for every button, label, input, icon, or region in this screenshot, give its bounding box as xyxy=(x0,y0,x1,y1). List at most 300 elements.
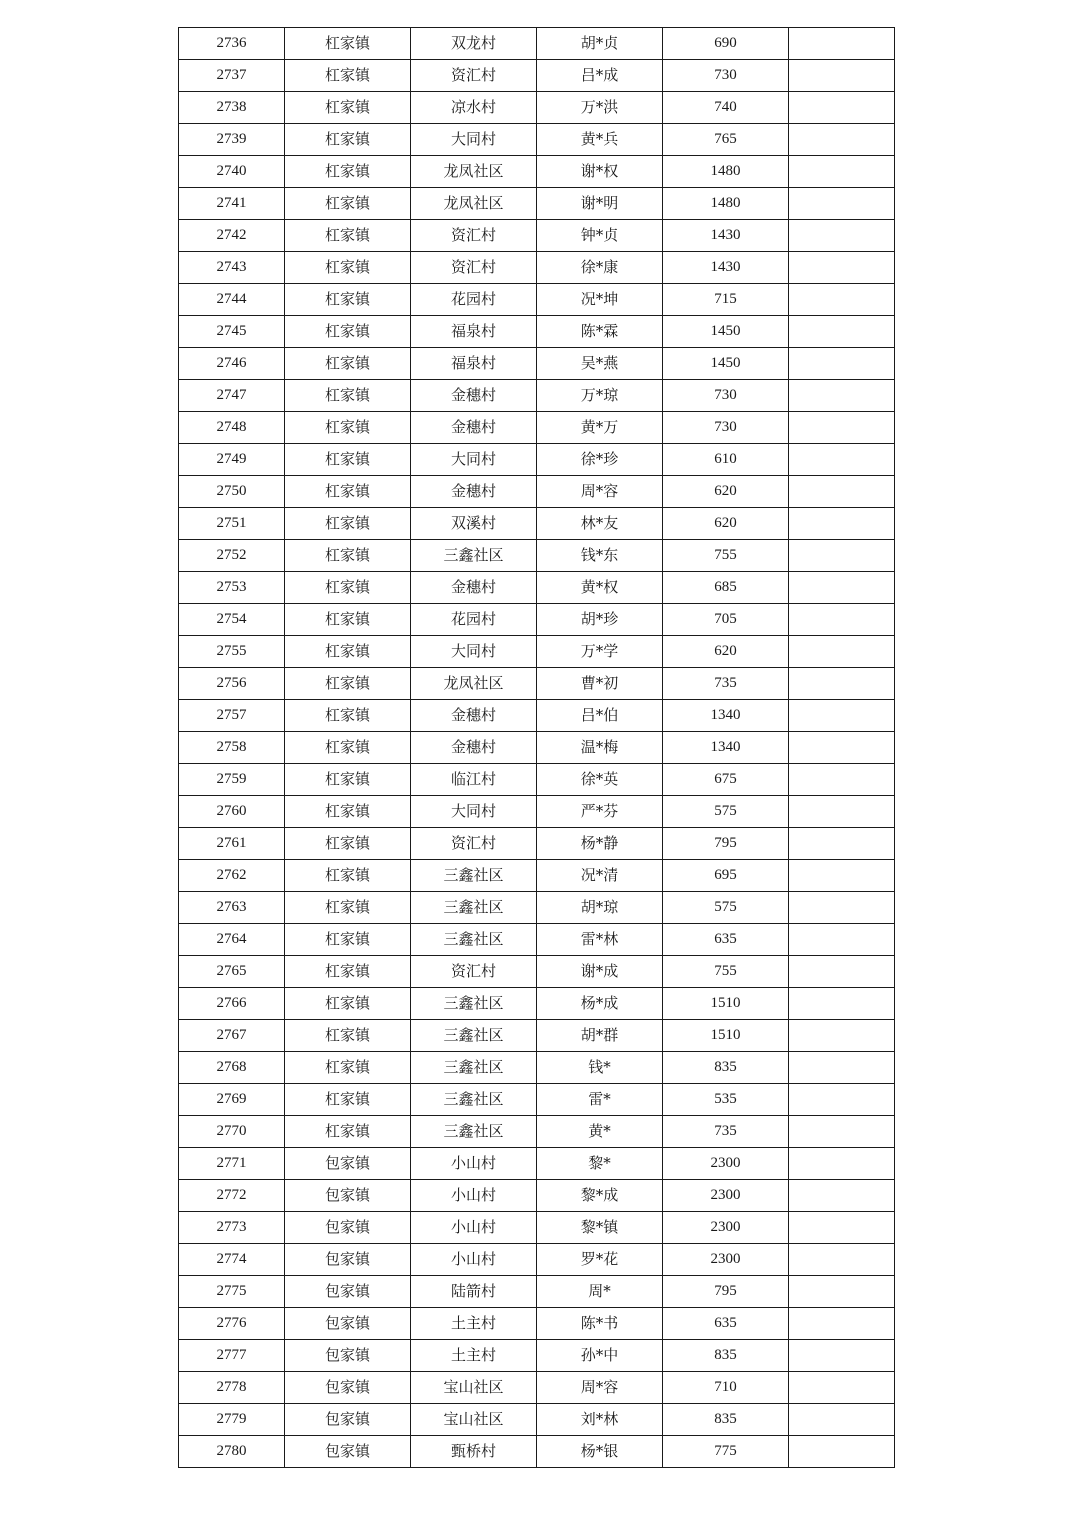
cell-name: 万*学 xyxy=(537,636,663,668)
cell-town: 包家镇 xyxy=(285,1276,411,1308)
cell-town: 包家镇 xyxy=(285,1404,411,1436)
cell-amount: 1430 xyxy=(663,220,789,252)
cell-town: 杠家镇 xyxy=(285,956,411,988)
cell-amount: 610 xyxy=(663,444,789,476)
cell-town: 杠家镇 xyxy=(285,988,411,1020)
cell-note xyxy=(789,156,895,188)
cell-town: 杠家镇 xyxy=(285,92,411,124)
table-row xyxy=(179,796,895,828)
cell-note xyxy=(789,476,895,508)
cell-amount: 2300 xyxy=(663,1180,789,1212)
cell-village: 双龙村 xyxy=(411,28,537,60)
cell-name: 孙*中 xyxy=(537,1340,663,1372)
cell-seq: 2765 xyxy=(179,956,285,988)
cell-note xyxy=(789,828,895,860)
cell-note xyxy=(789,540,895,572)
cell-town: 杠家镇 xyxy=(285,284,411,316)
cell-village: 三鑫社区 xyxy=(411,892,537,924)
cell-village: 小山村 xyxy=(411,1180,537,1212)
table-row xyxy=(179,1212,895,1244)
cell-town: 杠家镇 xyxy=(285,572,411,604)
cell-village: 甄桥村 xyxy=(411,1436,537,1468)
cell-amount: 620 xyxy=(663,636,789,668)
cell-amount: 2300 xyxy=(663,1148,789,1180)
cell-name: 徐*英 xyxy=(537,764,663,796)
cell-amount: 690 xyxy=(663,28,789,60)
cell-seq: 2739 xyxy=(179,124,285,156)
cell-town: 杠家镇 xyxy=(285,412,411,444)
cell-town: 杠家镇 xyxy=(285,700,411,732)
cell-village: 资汇村 xyxy=(411,220,537,252)
cell-name: 胡*贞 xyxy=(537,28,663,60)
cell-note xyxy=(789,1404,895,1436)
cell-town: 杠家镇 xyxy=(285,316,411,348)
cell-note xyxy=(789,220,895,252)
cell-name: 黄* xyxy=(537,1116,663,1148)
cell-name: 陈*霖 xyxy=(537,316,663,348)
cell-name: 陈*书 xyxy=(537,1308,663,1340)
cell-village: 三鑫社区 xyxy=(411,1020,537,1052)
cell-seq: 2775 xyxy=(179,1276,285,1308)
cell-amount: 835 xyxy=(663,1052,789,1084)
cell-seq: 2748 xyxy=(179,412,285,444)
cell-seq: 2760 xyxy=(179,796,285,828)
cell-seq: 2756 xyxy=(179,668,285,700)
cell-amount: 740 xyxy=(663,92,789,124)
cell-name: 胡*珍 xyxy=(537,604,663,636)
cell-note xyxy=(789,668,895,700)
cell-town: 杠家镇 xyxy=(285,1020,411,1052)
cell-note xyxy=(789,1372,895,1404)
cell-town: 杠家镇 xyxy=(285,604,411,636)
cell-name: 严*芬 xyxy=(537,796,663,828)
table-row xyxy=(179,540,895,572)
cell-village: 小山村 xyxy=(411,1244,537,1276)
cell-village: 金穗村 xyxy=(411,380,537,412)
cell-seq: 2750 xyxy=(179,476,285,508)
cell-seq: 2747 xyxy=(179,380,285,412)
cell-name: 雷* xyxy=(537,1084,663,1116)
cell-note xyxy=(789,508,895,540)
table-body xyxy=(179,28,895,1468)
cell-village: 金穗村 xyxy=(411,700,537,732)
table-row xyxy=(179,412,895,444)
cell-village: 金穗村 xyxy=(411,476,537,508)
table-row xyxy=(179,988,895,1020)
cell-town: 杠家镇 xyxy=(285,1084,411,1116)
cell-amount: 715 xyxy=(663,284,789,316)
table-row xyxy=(179,1020,895,1052)
cell-note xyxy=(789,1276,895,1308)
cell-town: 杠家镇 xyxy=(285,892,411,924)
cell-seq: 2742 xyxy=(179,220,285,252)
table-row xyxy=(179,700,895,732)
cell-seq: 2762 xyxy=(179,860,285,892)
table-row xyxy=(179,1404,895,1436)
cell-seq: 2761 xyxy=(179,828,285,860)
cell-name: 吕*成 xyxy=(537,60,663,92)
cell-village: 三鑫社区 xyxy=(411,1116,537,1148)
cell-seq: 2746 xyxy=(179,348,285,380)
cell-amount: 710 xyxy=(663,1372,789,1404)
cell-amount: 695 xyxy=(663,860,789,892)
cell-note xyxy=(789,892,895,924)
cell-seq: 2745 xyxy=(179,316,285,348)
cell-village: 土主村 xyxy=(411,1340,537,1372)
cell-note xyxy=(789,956,895,988)
table-row xyxy=(179,1052,895,1084)
cell-town: 杠家镇 xyxy=(285,380,411,412)
cell-name: 黄*兵 xyxy=(537,124,663,156)
cell-village: 宝山社区 xyxy=(411,1372,537,1404)
cell-name: 杨*银 xyxy=(537,1436,663,1468)
table-row xyxy=(179,1436,895,1468)
cell-note xyxy=(789,572,895,604)
cell-name: 黎* xyxy=(537,1148,663,1180)
table-row xyxy=(179,732,895,764)
cell-amount: 1480 xyxy=(663,156,789,188)
cell-name: 温*梅 xyxy=(537,732,663,764)
cell-village: 大同村 xyxy=(411,636,537,668)
cell-village: 三鑫社区 xyxy=(411,540,537,572)
cell-amount: 705 xyxy=(663,604,789,636)
table-row xyxy=(179,1372,895,1404)
cell-amount: 1430 xyxy=(663,252,789,284)
cell-name: 况*清 xyxy=(537,860,663,892)
cell-village: 资汇村 xyxy=(411,956,537,988)
table-row xyxy=(179,188,895,220)
cell-town: 杠家镇 xyxy=(285,1052,411,1084)
table-row xyxy=(179,476,895,508)
cell-name: 谢*权 xyxy=(537,156,663,188)
cell-amount: 755 xyxy=(663,540,789,572)
cell-town: 杠家镇 xyxy=(285,60,411,92)
cell-village: 陆箭村 xyxy=(411,1276,537,1308)
cell-note xyxy=(789,700,895,732)
table-row xyxy=(179,1244,895,1276)
table-row xyxy=(179,252,895,284)
table-row xyxy=(179,924,895,956)
cell-note xyxy=(789,764,895,796)
cell-village: 金穗村 xyxy=(411,412,537,444)
table-row xyxy=(179,60,895,92)
table-row xyxy=(179,572,895,604)
cell-amount: 685 xyxy=(663,572,789,604)
cell-town: 杠家镇 xyxy=(285,732,411,764)
cell-name: 黄*权 xyxy=(537,572,663,604)
cell-seq: 2759 xyxy=(179,764,285,796)
cell-seq: 2754 xyxy=(179,604,285,636)
cell-note xyxy=(789,1436,895,1468)
cell-note xyxy=(789,1180,895,1212)
cell-seq: 2772 xyxy=(179,1180,285,1212)
table-row xyxy=(179,124,895,156)
cell-town: 杠家镇 xyxy=(285,668,411,700)
cell-amount: 575 xyxy=(663,796,789,828)
cell-seq: 2768 xyxy=(179,1052,285,1084)
table-row xyxy=(179,28,895,60)
cell-amount: 1510 xyxy=(663,988,789,1020)
cell-name: 周*容 xyxy=(537,1372,663,1404)
cell-seq: 2755 xyxy=(179,636,285,668)
cell-seq: 2743 xyxy=(179,252,285,284)
cell-note xyxy=(789,1116,895,1148)
cell-seq: 2779 xyxy=(179,1404,285,1436)
cell-amount: 730 xyxy=(663,380,789,412)
cell-name: 黄*万 xyxy=(537,412,663,444)
cell-town: 杠家镇 xyxy=(285,1116,411,1148)
cell-village: 三鑫社区 xyxy=(411,924,537,956)
cell-note xyxy=(789,348,895,380)
cell-amount: 620 xyxy=(663,508,789,540)
cell-seq: 2766 xyxy=(179,988,285,1020)
cell-seq: 2741 xyxy=(179,188,285,220)
cell-village: 福泉村 xyxy=(411,348,537,380)
cell-village: 福泉村 xyxy=(411,316,537,348)
cell-note xyxy=(789,60,895,92)
cell-village: 小山村 xyxy=(411,1212,537,1244)
cell-seq: 2736 xyxy=(179,28,285,60)
cell-note xyxy=(789,988,895,1020)
cell-note xyxy=(789,252,895,284)
cell-amount: 795 xyxy=(663,828,789,860)
cell-note xyxy=(789,796,895,828)
cell-seq: 2737 xyxy=(179,60,285,92)
cell-note xyxy=(789,92,895,124)
cell-town: 杠家镇 xyxy=(285,636,411,668)
cell-note xyxy=(789,188,895,220)
cell-town: 包家镇 xyxy=(285,1308,411,1340)
cell-name: 徐*珍 xyxy=(537,444,663,476)
cell-town: 杠家镇 xyxy=(285,508,411,540)
table-row xyxy=(179,156,895,188)
cell-name: 黎*成 xyxy=(537,1180,663,1212)
cell-name: 罗*花 xyxy=(537,1244,663,1276)
cell-town: 杠家镇 xyxy=(285,444,411,476)
cell-town: 杠家镇 xyxy=(285,28,411,60)
cell-amount: 635 xyxy=(663,924,789,956)
cell-village: 双溪村 xyxy=(411,508,537,540)
cell-seq: 2776 xyxy=(179,1308,285,1340)
cell-village: 龙凤社区 xyxy=(411,188,537,220)
cell-seq: 2773 xyxy=(179,1212,285,1244)
cell-seq: 2763 xyxy=(179,892,285,924)
cell-note xyxy=(789,1244,895,1276)
cell-amount: 765 xyxy=(663,124,789,156)
cell-name: 雷*林 xyxy=(537,924,663,956)
cell-village: 大同村 xyxy=(411,444,537,476)
cell-name: 胡*群 xyxy=(537,1020,663,1052)
cell-amount: 2300 xyxy=(663,1212,789,1244)
cell-village: 资汇村 xyxy=(411,60,537,92)
cell-seq: 2771 xyxy=(179,1148,285,1180)
cell-name: 万*洪 xyxy=(537,92,663,124)
cell-town: 杠家镇 xyxy=(285,124,411,156)
cell-seq: 2777 xyxy=(179,1340,285,1372)
cell-seq: 2751 xyxy=(179,508,285,540)
cell-note xyxy=(789,1308,895,1340)
table-row xyxy=(179,316,895,348)
cell-seq: 2758 xyxy=(179,732,285,764)
cell-town: 包家镇 xyxy=(285,1180,411,1212)
cell-seq: 2757 xyxy=(179,700,285,732)
cell-name: 钱*东 xyxy=(537,540,663,572)
table-row xyxy=(179,828,895,860)
cell-name: 钟*贞 xyxy=(537,220,663,252)
cell-town: 包家镇 xyxy=(285,1436,411,1468)
cell-name: 谢*成 xyxy=(537,956,663,988)
cell-village: 花园村 xyxy=(411,604,537,636)
cell-amount: 2300 xyxy=(663,1244,789,1276)
cell-amount: 735 xyxy=(663,1116,789,1148)
cell-village: 宝山社区 xyxy=(411,1404,537,1436)
table-row xyxy=(179,284,895,316)
cell-seq: 2738 xyxy=(179,92,285,124)
cell-name: 万*琼 xyxy=(537,380,663,412)
cell-note xyxy=(789,1212,895,1244)
cell-name: 吕*伯 xyxy=(537,700,663,732)
cell-town: 包家镇 xyxy=(285,1340,411,1372)
cell-seq: 2774 xyxy=(179,1244,285,1276)
cell-village: 龙凤社区 xyxy=(411,156,537,188)
cell-note xyxy=(789,1052,895,1084)
cell-amount: 1340 xyxy=(663,700,789,732)
cell-town: 杠家镇 xyxy=(285,860,411,892)
cell-amount: 835 xyxy=(663,1404,789,1436)
cell-town: 杠家镇 xyxy=(285,540,411,572)
cell-note xyxy=(789,28,895,60)
cell-town: 杠家镇 xyxy=(285,828,411,860)
cell-note xyxy=(789,860,895,892)
cell-village: 三鑫社区 xyxy=(411,1084,537,1116)
cell-village: 三鑫社区 xyxy=(411,1052,537,1084)
table-row xyxy=(179,1180,895,1212)
cell-seq: 2740 xyxy=(179,156,285,188)
cell-seq: 2744 xyxy=(179,284,285,316)
cell-seq: 2778 xyxy=(179,1372,285,1404)
table-row xyxy=(179,668,895,700)
table-row xyxy=(179,92,895,124)
table-row xyxy=(179,1308,895,1340)
cell-town: 杠家镇 xyxy=(285,924,411,956)
cell-note xyxy=(789,732,895,764)
cell-village: 花园村 xyxy=(411,284,537,316)
cell-name: 徐*康 xyxy=(537,252,663,284)
table-row xyxy=(179,1084,895,1116)
cell-village: 大同村 xyxy=(411,124,537,156)
cell-note xyxy=(789,316,895,348)
cell-village: 临江村 xyxy=(411,764,537,796)
cell-town: 杠家镇 xyxy=(285,188,411,220)
cell-name: 谢*明 xyxy=(537,188,663,220)
cell-amount: 1450 xyxy=(663,348,789,380)
cell-note xyxy=(789,412,895,444)
cell-seq: 2767 xyxy=(179,1020,285,1052)
table-row xyxy=(179,508,895,540)
table-row xyxy=(179,956,895,988)
cell-town: 包家镇 xyxy=(285,1148,411,1180)
cell-seq: 2770 xyxy=(179,1116,285,1148)
table-row xyxy=(179,220,895,252)
cell-note xyxy=(789,284,895,316)
cell-amount: 1450 xyxy=(663,316,789,348)
cell-town: 杠家镇 xyxy=(285,796,411,828)
cell-village: 凉水村 xyxy=(411,92,537,124)
cell-seq: 2749 xyxy=(179,444,285,476)
cell-amount: 1340 xyxy=(663,732,789,764)
cell-note xyxy=(789,924,895,956)
cell-name: 黎*镇 xyxy=(537,1212,663,1244)
table-row xyxy=(179,1340,895,1372)
cell-note xyxy=(789,380,895,412)
table-row xyxy=(179,348,895,380)
cell-village: 三鑫社区 xyxy=(411,860,537,892)
cell-amount: 675 xyxy=(663,764,789,796)
cell-note xyxy=(789,444,895,476)
cell-seq: 2752 xyxy=(179,540,285,572)
cell-village: 资汇村 xyxy=(411,252,537,284)
table-row xyxy=(179,1276,895,1308)
cell-name: 曹*初 xyxy=(537,668,663,700)
cell-note xyxy=(789,636,895,668)
cell-amount: 730 xyxy=(663,60,789,92)
cell-seq: 2769 xyxy=(179,1084,285,1116)
cell-amount: 735 xyxy=(663,668,789,700)
data-table xyxy=(178,27,895,1468)
cell-name: 钱* xyxy=(537,1052,663,1084)
cell-note xyxy=(789,124,895,156)
cell-name: 杨*成 xyxy=(537,988,663,1020)
cell-village: 金穗村 xyxy=(411,572,537,604)
cell-amount: 755 xyxy=(663,956,789,988)
cell-name: 吴*燕 xyxy=(537,348,663,380)
cell-name: 刘*林 xyxy=(537,1404,663,1436)
cell-village: 龙凤社区 xyxy=(411,668,537,700)
cell-village: 大同村 xyxy=(411,796,537,828)
cell-amount: 1510 xyxy=(663,1020,789,1052)
cell-seq: 2753 xyxy=(179,572,285,604)
cell-amount: 775 xyxy=(663,1436,789,1468)
table-row xyxy=(179,892,895,924)
cell-amount: 1480 xyxy=(663,188,789,220)
cell-town: 包家镇 xyxy=(285,1244,411,1276)
cell-town: 杠家镇 xyxy=(285,764,411,796)
table-row xyxy=(179,380,895,412)
cell-amount: 535 xyxy=(663,1084,789,1116)
cell-name: 周*容 xyxy=(537,476,663,508)
cell-amount: 620 xyxy=(663,476,789,508)
cell-town: 包家镇 xyxy=(285,1212,411,1244)
cell-town: 杠家镇 xyxy=(285,476,411,508)
cell-amount: 835 xyxy=(663,1340,789,1372)
cell-village: 小山村 xyxy=(411,1148,537,1180)
cell-name: 周* xyxy=(537,1276,663,1308)
cell-note xyxy=(789,1084,895,1116)
table-row xyxy=(179,444,895,476)
cell-note xyxy=(789,604,895,636)
cell-seq: 2780 xyxy=(179,1436,285,1468)
table-row xyxy=(179,636,895,668)
cell-town: 杠家镇 xyxy=(285,220,411,252)
cell-amount: 575 xyxy=(663,892,789,924)
table-row xyxy=(179,604,895,636)
cell-town: 杠家镇 xyxy=(285,156,411,188)
cell-village: 三鑫社区 xyxy=(411,988,537,1020)
cell-name: 林*友 xyxy=(537,508,663,540)
cell-note xyxy=(789,1020,895,1052)
cell-name: 胡*琼 xyxy=(537,892,663,924)
cell-town: 杠家镇 xyxy=(285,348,411,380)
